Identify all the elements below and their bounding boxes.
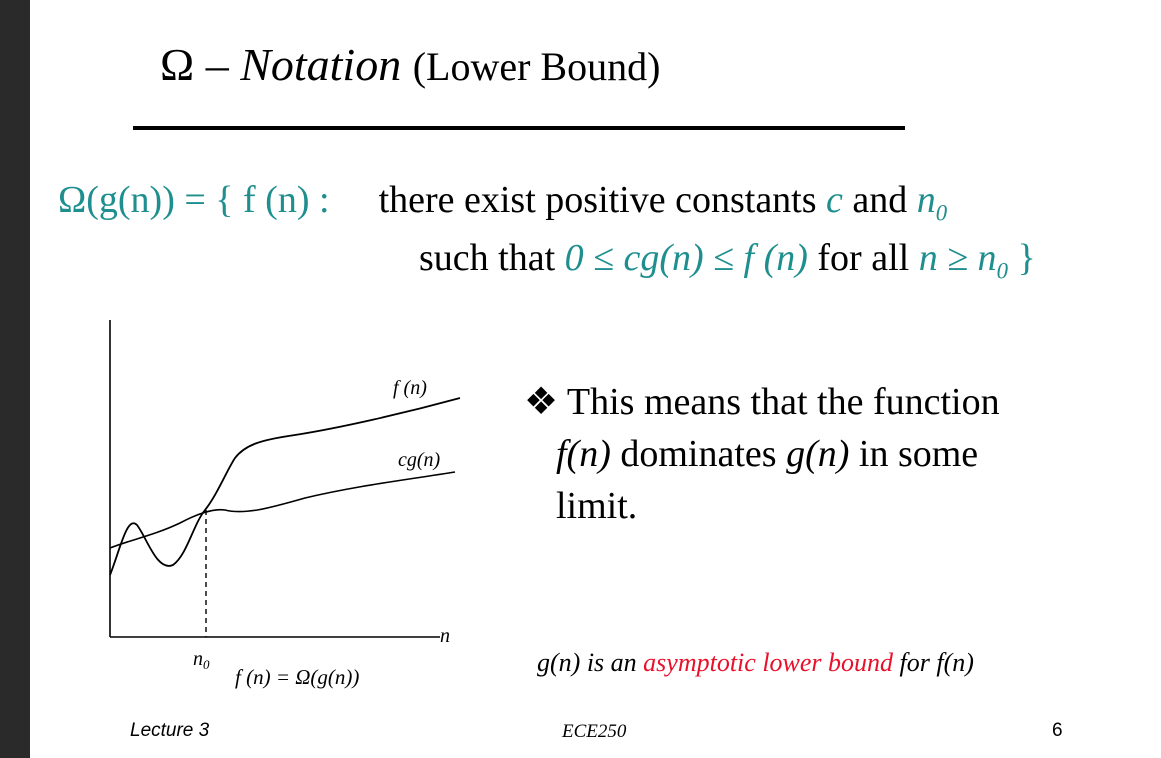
definition-c: c [826,179,843,221]
x-axis-label: n [440,625,450,647]
cg-curve [110,472,455,548]
definition-line-1 [58,178,947,227]
definition-line-2 [419,236,1036,285]
caption [537,648,974,678]
bullet-point [524,376,1000,532]
caption-suffix: for f(n) [899,648,974,677]
bullet-line-3: limit. [556,485,638,527]
definition-such-that: such that [419,237,556,279]
bullet-line-1: This means that the function [566,381,1000,423]
window-left-edge [0,0,30,758]
definition-for-all: for all [817,237,910,279]
definition-text-1: there exist positive constants [378,179,817,221]
footer-course: ECE250 [562,721,627,742]
omega-symbol: Ω [160,39,195,90]
definition-close-brace: } [1017,237,1036,279]
bullet-line-2: f(n) dominates g(n) in some [556,433,979,475]
title-notation: Notation [240,39,402,90]
caption-highlight: asymptotic lower bound [643,648,894,677]
definition-condition: $n \ge n_0$ [918,237,1008,284]
definition-n0: $n_0$ [916,179,948,226]
n0-label: $n_0$ [193,648,210,672]
graph-formula: f (n) = Ω(g(n)) [235,665,360,689]
title-underline [133,126,905,130]
slide-title [160,38,660,91]
definition-inequality: 0 ≤ cg(n) ≤ f (n) [564,237,808,279]
f-curve [110,398,460,575]
title-dash: – [205,39,229,90]
title-subtitle: (Lower Bound) [412,44,661,89]
omega-graph [95,310,475,700]
footer-lecture: Lecture 3 [130,720,210,741]
footer-page-number: 6 [1052,720,1063,741]
definition-and: and [852,179,908,221]
definition-lhs: Ω(g(n)) = { f (n) : [58,179,330,221]
cg-label: cg(n) [398,449,441,471]
caption-prefix: g(n) is an [537,648,637,677]
f-label: f (n) [393,377,427,399]
diamond-bullet-icon: ❖ [524,381,559,423]
